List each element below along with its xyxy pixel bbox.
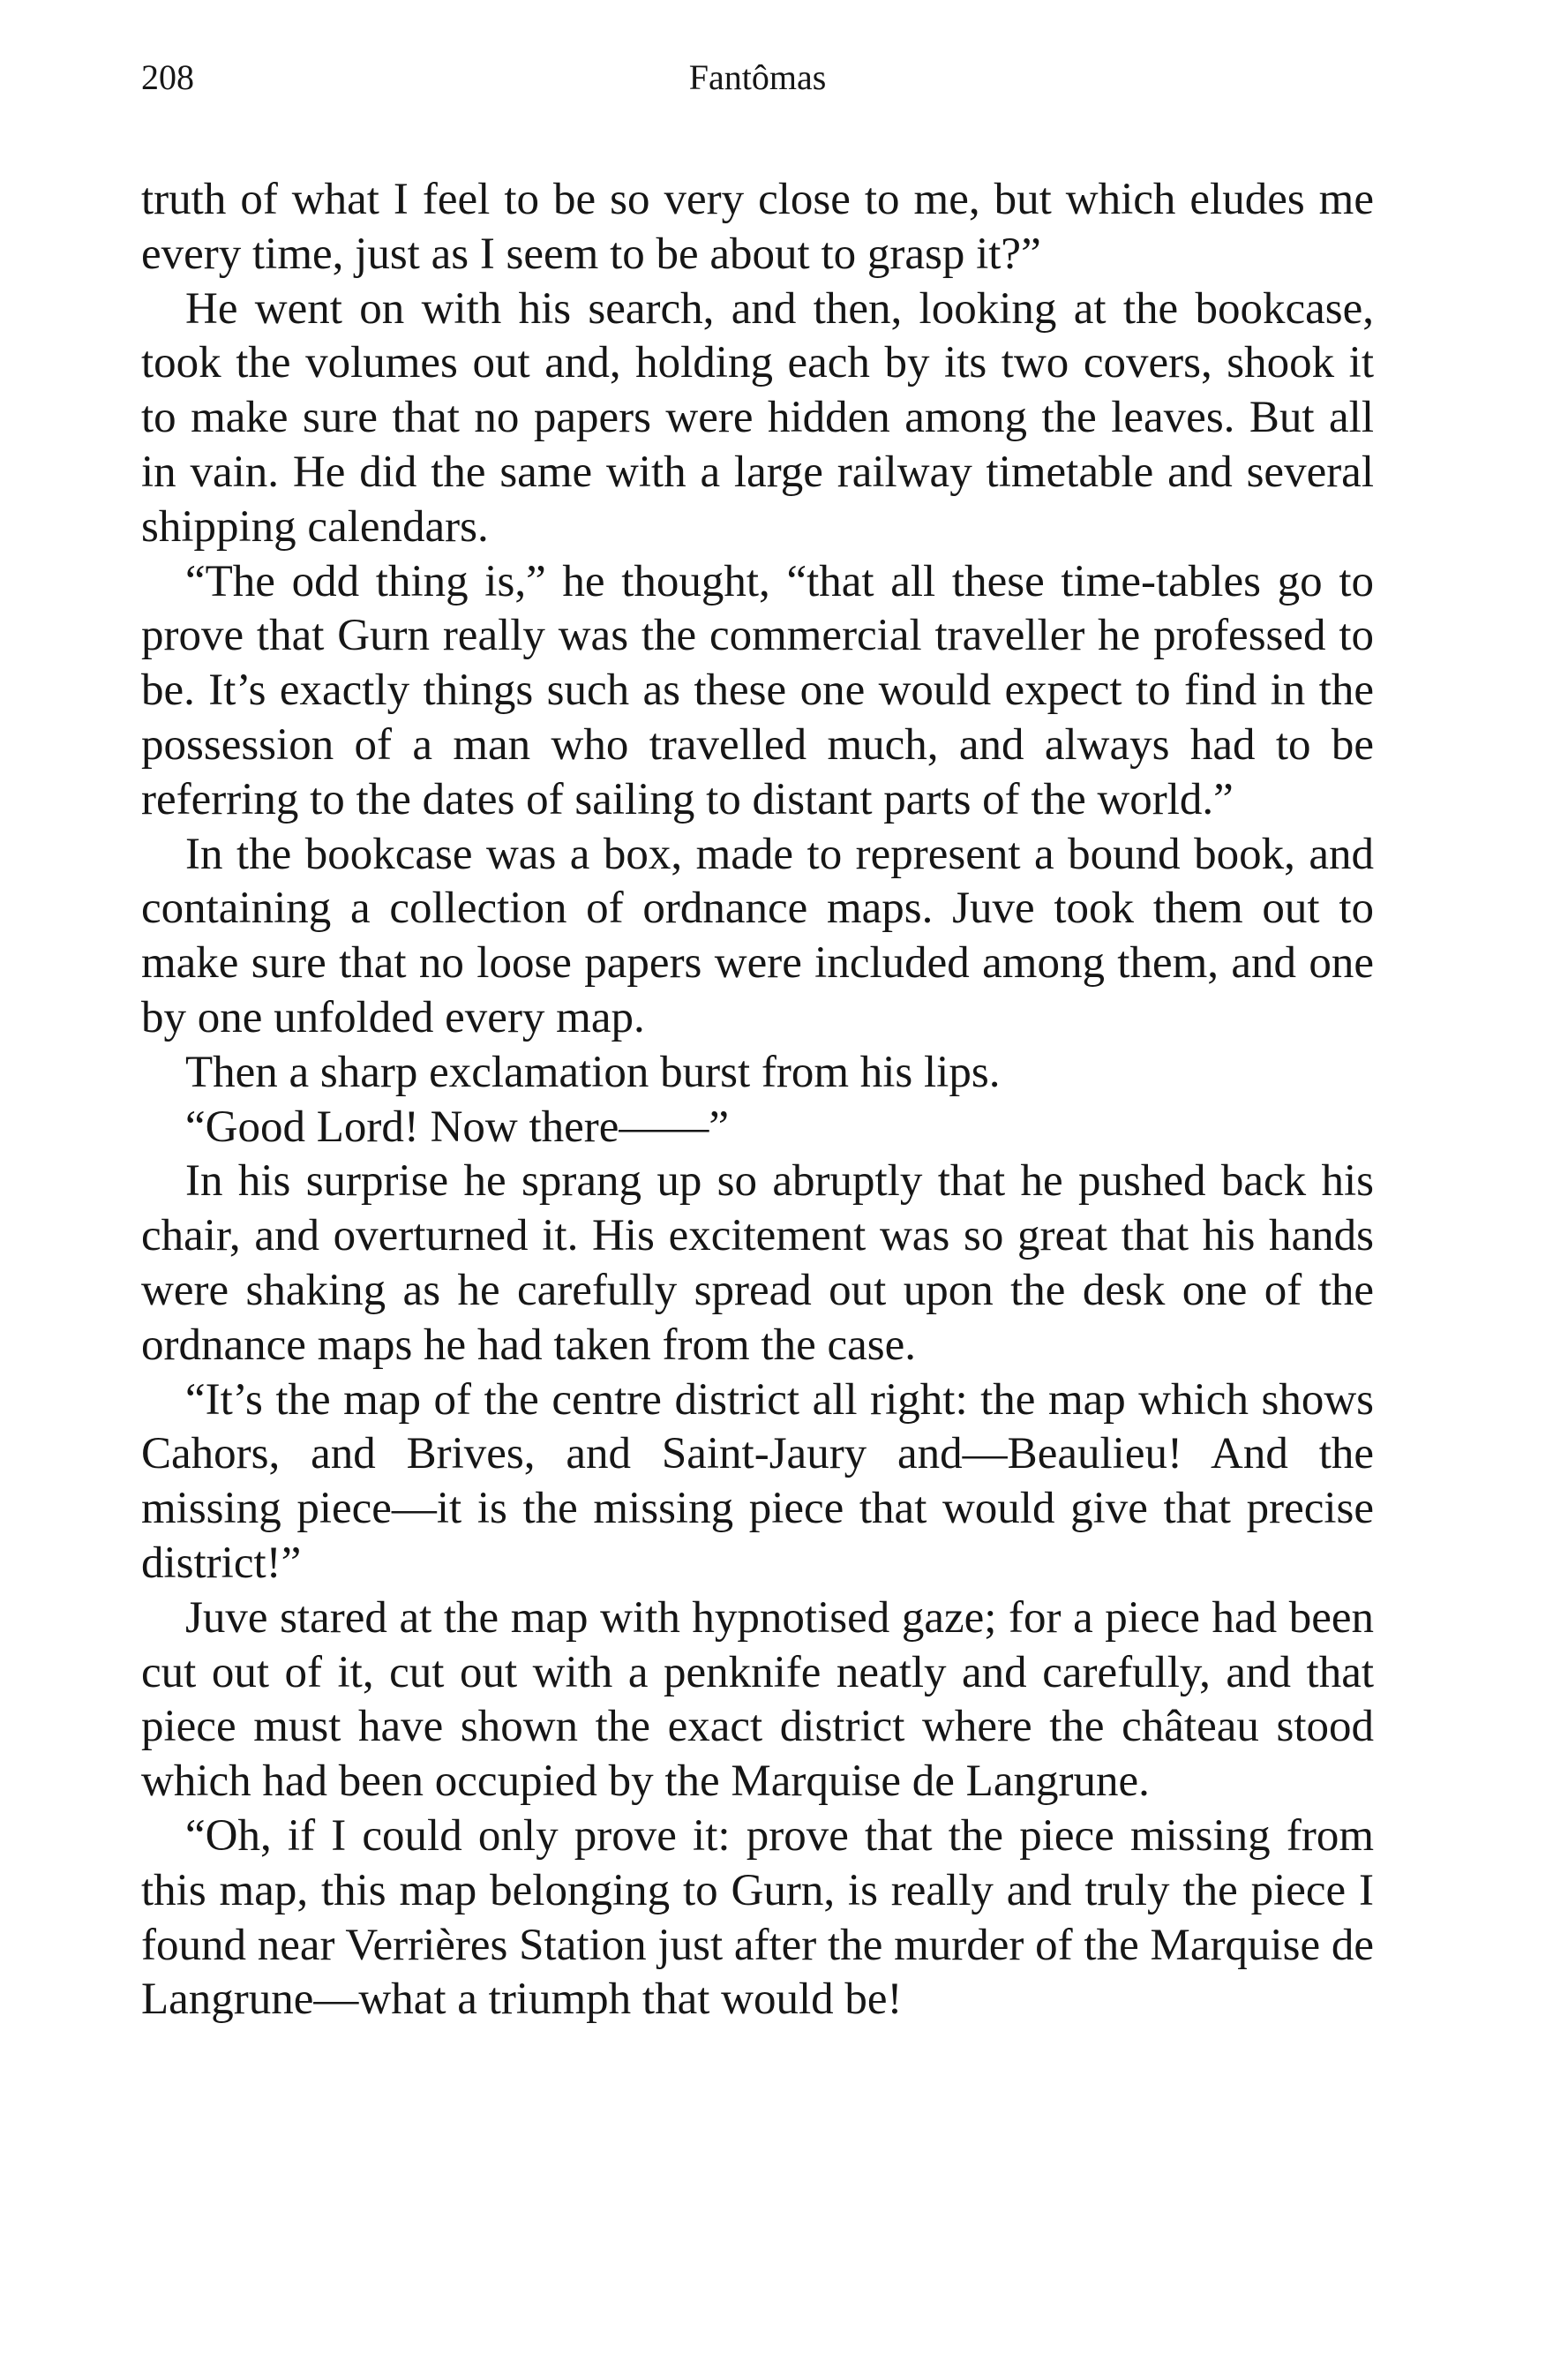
text-block — [141, 173, 1374, 2027]
paragraph: “It’s the map of the centre district all right: the map which shows Cahors, and Brives, and Saint-Jaury and—Beaulieu! And the missing piece—it is the missing piece that would give that precise district!” — [141, 1374, 1374, 1588]
paragraph: Juve stared at the map with hypnotised gaze; for a piece had been cut out of it, cut out with a penknife neatly and carefully, and that piece must have shown the exact district where the château stood which had been occupied by the Marquise de Langrune. — [141, 1592, 1374, 1807]
page-number: 208 — [141, 57, 194, 97]
paragraph: In the bookcase was a box, made to represent a bound book, and containing a collection of ordnance maps. Juve took them out to make sure that no loose papers were included among them, and one by one unfolded every map. — [141, 829, 1374, 1042]
book-title: Fantômas — [688, 57, 827, 97]
paragraph: Then a sharp exclamation burst from his lips. — [185, 1047, 1001, 1097]
paragraph: “Oh, if I could only prove it: prove that the piece missing from this map, this map belonging to Gurn, is really and truly the piece I found near Verrières Station just after the murder of the Marquise de Langrune—what a triumph that would be! — [141, 1810, 1374, 2025]
paragraph: “The odd thing is,” he thought, “that all these time-tables go to prove that Gurn really was the commercial traveller he professed to be. It’s exactly things such as these one would expect to find in the possession of a man who travelled much, and always had to be referring to the dates of sailing to distant parts of the world.” — [141, 556, 1374, 824]
paragraph: truth of what I feel to be so very close to me, but which eludes me every time, just as I seem to be about to grasp it?” — [141, 175, 1374, 279]
paragraph: In his surprise he sprang up so abruptly that he pushed back his chair, and overturned it. His excitement was so great that his hands were shaking as he carefully spread out upon the desk one of the ordnance maps he had taken from the case. — [141, 1156, 1374, 1370]
paragraph: He went on with his search, and then, looking at the bookcase, took the volumes out and, holding each by its two covers, shook it to make sure that no papers were hidden among the leaves. But all in vain. He did the same with a large railway timetable and several shipping calendars. — [141, 283, 1374, 552]
paragraph: “Good Lord! Now there——” — [185, 1102, 730, 1152]
running-head — [141, 51, 1374, 104]
